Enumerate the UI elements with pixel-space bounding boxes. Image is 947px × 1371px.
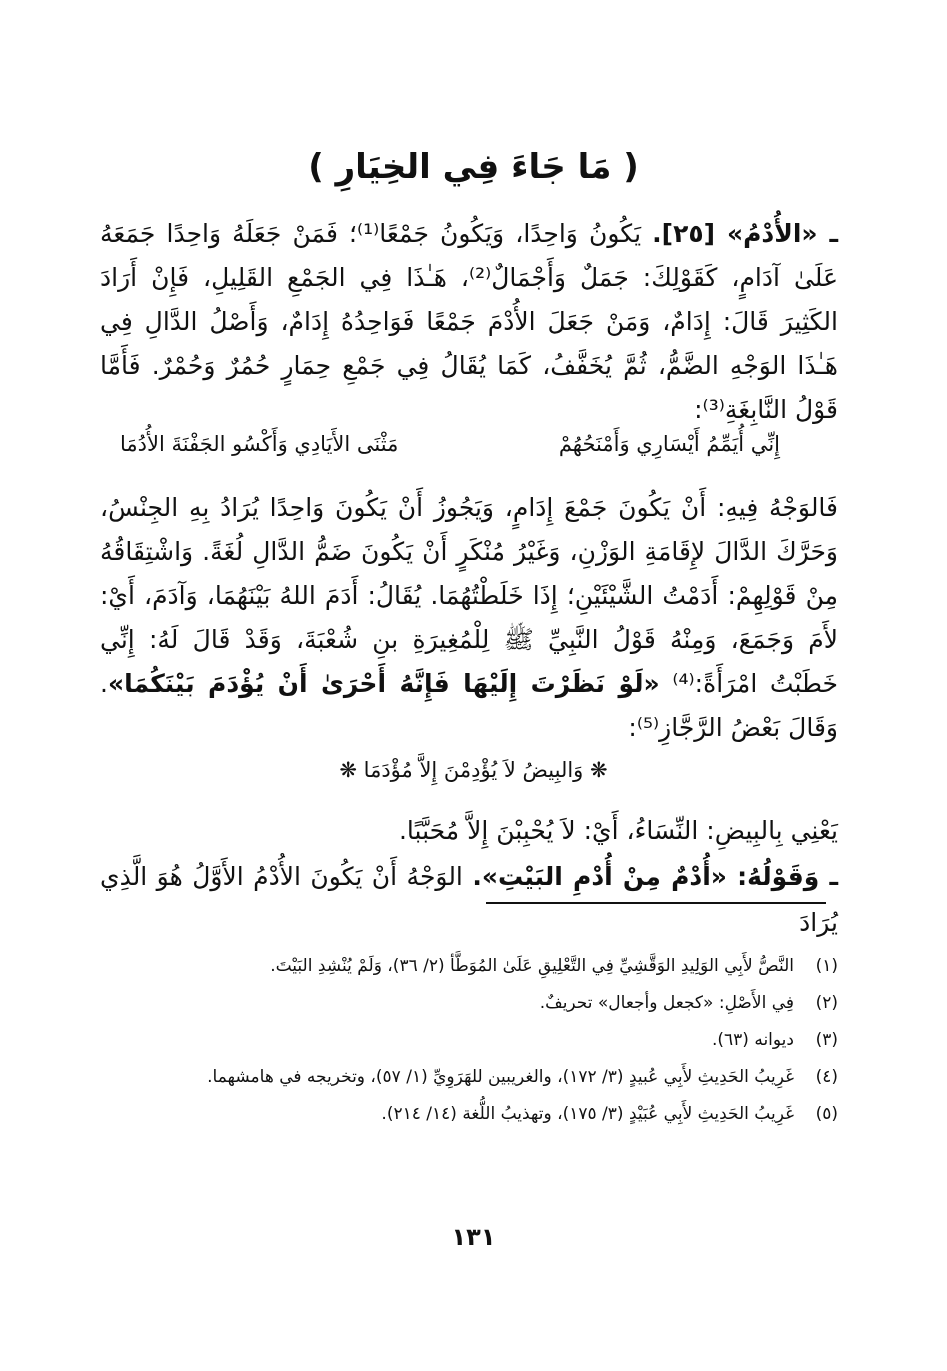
entry-adm-lead: ـ «الأُدْمُ» [٢٥]. [652,219,839,248]
entry-adm-bayt [100,854,838,946]
entry-adm-paragraph [100,212,838,432]
entry-adm-bayt-text: الوَجْهُ أَنْ يَكُونَ الأُدْمُ الأَوَّلُ هُوَ الَّذِي يُرَادَ [100,862,838,937]
footnote-number: (٢) [815,993,838,1013]
footnote-number: (٥) [815,1104,838,1124]
verse-rajaz: ❋ وَالبِيضُ لاَ يُؤْدِمْنَ إِلاَّ مُؤْدَمَا ❋ [339,758,608,782]
footnotes [100,948,838,1133]
footnote-item [100,1022,838,1059]
footnote-text: غَرِيبُ الحَدِيثِ لأَبِي عُبيدٍ (٣/ ١٧٢)، والغريبين للهَرَوِيِّ (١/ ٥٧)، وتخريجه في هامشهما. [207,1067,794,1087]
entry-adm-bayt-lead: ـ وَقَوْلُهُ: «أُدْمٌ مِنْ أُدْمِ البَيْتِ». [472,862,838,891]
continuation-text: فَالوَجْهُ فِيهِ: أَنْ يَكُونَ جَمْعَ إِدَامٍ، وَيَجُوزُ أَنْ يَكُونَ وَاحِدًا يُرَادُ بِهِ الجِنْسُ، وَحَرَّكَ الدَّالَ لإِقَامَةِ الوَزْنِ، وَغَيْرُ مُنْكَرٍ أَنْ يَكُونَ ضَمُّ الدَّالِ لُغَةً. وَاشْتِقَاقُهُ مِنْ قَوْلِهِمْ: أَدَمْتُ الشَّيْئَيْنِ؛ إِذَا خَلَطْتُهُمَا. يُقَالُ: أَدَمَ اللهُ بَيْنَهُمَا، وَآدَمَ، أَيْ: لأَمَ وَجَمَعَ، وَمِنْهُ قَوْلُ النَّبِيِّ ﷺ لِلْمُغِيرَةِ بنِ شُعْبَةَ، وَقَدْ قَالَ لَهُ: إِنِّي خَطَبْتُ امْرَأَةً:⁽⁴⁾ [100,493,838,698]
page-number: ١٣١ [451,1223,496,1251]
verse-hemistich-left: مَثْنَى الأَيَادِي وَأَكْسُو الجَفْنَةَ الأُدُمَا [120,432,399,456]
footnote-text: فِي الأَصْلِ: «كجعل وأجعال» تحريفٌ. [539,993,794,1013]
footnote-separator [486,902,826,904]
footnote-text: غَرِيبُ الحَدِيثِ لأَبِي عُبَيْدٍ (٣/ ١٧٥)، وتهذيبُ اللُّغة (١٤/ ٢١٤). [381,1104,794,1124]
footnote-number: (٤) [815,1067,838,1087]
footnote-text: ديوانه (٦٣). [711,1030,794,1050]
after-hadith-text: . وَقَالَ بَعْضُ الرَّجَّازِ⁽⁵⁾: [100,669,838,742]
footnote-item [100,985,838,1022]
verse-nabigha [120,432,780,472]
footnote-item [100,1096,838,1133]
verse-hemistich-right: إِنِّي أُيَمِّمُ أَيْسَارِي وَأَمْنَحُهُمْ [558,432,780,456]
bid-explanation: يَعْنِي بِالبِيضِ: النِّسَاءُ، أَيْ: لاَ يُحْبِبْنَ إِلاَّ مُحَبَّبًا. [398,816,838,845]
entry-adm-continuation [100,486,838,750]
chapter-heading: ( مَا جَاءَ فِي الخِيَارِ ) [308,147,639,187]
footnote-item [100,948,838,985]
entry-adm-text: يَكُونُ وَاحِدًا، وَيَكُونُ جَمْعًا⁽¹⁾؛ فَمَنْ جَعَلَهُ وَاحِدًا جَمَعَهُ عَلَىٰ آدَامٍ، كَقَوْلِكَ: جَمَلٌ وَأَجْمَالٌ⁽²⁾، هَـٰذَا فِي الجَمْعِ القَلِيلِ، فَإِنْ أَرَادَ الكَثِيرَ قَالَ: إِدَامٌ، وَمَنْ جَعَلَ الأُدْمَ جَمْعًا فَوَاحِدُهُ إِدَامٌ، وَأَصْلُ الدَّالِ فِي هَـٰذَا الوَجْهِ الضَّمُّ، ثُمَّ يُخَفَّفُ، كَمَا يُقَالُ فِي جَمْعِ حِمَارٍ حُمُرٌ وَحُمْرٌ. فَأَمَّا قَوْلُ النَّابِغَةِ⁽³⁾: [100,219,838,424]
entry-closing [100,808,838,946]
footnote-item [100,1059,838,1096]
entry-adm [100,212,838,432]
hadith-quote: «لَوْ نَظَرْتَ إِلَيْهَا فَإِنَّهُ أَحْرَىٰ أَنْ يُؤْدَمَ بَيْنَكُمَا» [107,669,660,698]
footnote-number: (٣) [815,1030,838,1050]
entry-adm-continuation-paragraph [100,486,838,750]
footnote-text: النَّصُّ لأَبِي الوَلِيدِ الوَقَّشِيِّ فِي التَّعْلِيقِ عَلَىٰ المُوَطَّأ (٢/ ٣٦)، وَلَمْ يُنْشِدِ البَيْتَ. [270,956,794,976]
footnote-number: (١) [815,956,838,976]
